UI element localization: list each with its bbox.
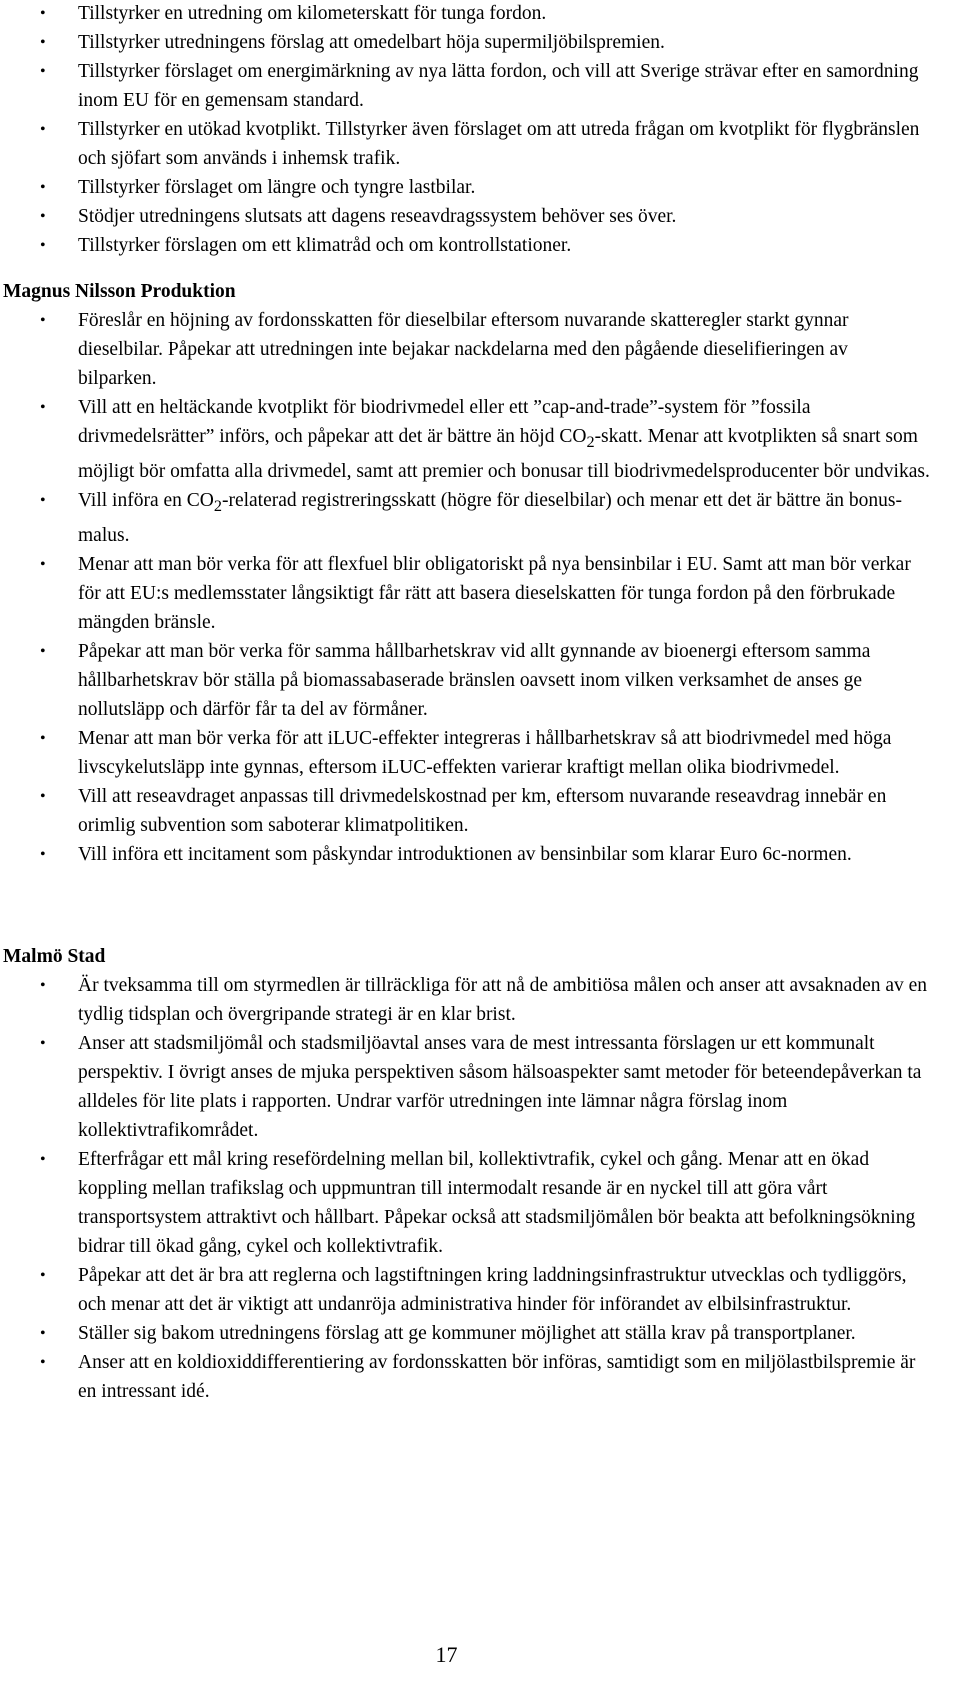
- list-item-text: [78, 490, 902, 546]
- list-item: [0, 1029, 960, 1145]
- list-item: [0, 1319, 960, 1348]
- bullet-icon: •: [40, 179, 46, 196]
- bullet-icon: •: [40, 1035, 46, 1052]
- list-item-text: Ställer sig bakom utredningens förslag att ge kommuner möjlighet att ställa krav på transportplaner.: [78, 1323, 856, 1344]
- bullet-icon: •: [40, 237, 46, 254]
- subscript: 2: [586, 432, 595, 451]
- list-item-text: [78, 397, 930, 482]
- text-segment: Vill införa en CO: [78, 489, 214, 511]
- list-item-text: Tillstyrker en utökad kvotplikt. Tillstyrker även förslaget om att utreda frågan om kvotplikt för flygbränslen och sjöfart som används i inhemsk trafik.: [78, 119, 920, 169]
- intro-bullet-list: [0, 0, 960, 260]
- bullet-icon: •: [40, 1151, 46, 1168]
- list-item: [0, 550, 960, 637]
- bullet-icon: •: [40, 63, 46, 80]
- list-item-text: Tillstyrker förslaget om längre och tyngre lastbilar.: [78, 177, 476, 198]
- bullet-icon: •: [40, 399, 46, 416]
- list-item-text: Tillstyrker en utredning om kilometerskatt för tunga fordon.: [78, 3, 547, 24]
- list-item: [0, 486, 960, 550]
- list-item: [0, 28, 960, 57]
- bullet-icon: •: [40, 312, 46, 329]
- list-item-text: Anser att stadsmiljömål och stadsmiljöavtal anses vara de mest intressanta förslagen ur ett kommunalt perspektiv. I övrigt anses de mjuka perspektiven såsom hälsoaspekter samt metoder för beteendepåverkan ta alldeles för lite plats i rapporten. Undrar varför utredningen inte lämnar några förslag inom kollektivtrafikområdet.: [78, 1033, 922, 1141]
- list-item: [0, 782, 960, 840]
- list-item-text: Efterfrågar ett mål kring resefördelning mellan bil, kollektivtrafik, cykel och gång. Menar att en ökad koppling mellan trafikslag och uppmuntran till intermodalt resande är en nyckel till att göra vårt transportsystem attraktivt och hållbart. Påpekar också att stadsmiljömålen bör beakta att befolkningsökning bidrar till ökad gång, cykel och kollektivtrafik.: [78, 1149, 916, 1257]
- list-item-text: Menar att man bör verka för att iLUC-effekter integreras i hållbarhetskrav så att biodrivmedel med höga livscykelutsläpp inte gynnas, eftersom iLUC-effekten varierar kraftigt mellan olika biodrivmedel.: [78, 727, 892, 778]
- section-heading-malmo-stad: Malmö Stad: [3, 946, 106, 967]
- section-heading-magnus-nilsson: Magnus Nilsson Produktion: [3, 281, 236, 302]
- bullet-icon: •: [40, 642, 46, 660]
- list-item: [0, 1145, 960, 1261]
- malmo-bullet-list: [0, 971, 960, 1406]
- list-item-text: Är tveksamma till om styrmedlen är tillräckliga för att nå de ambitiösa målen och anser att avsaknaden av en tydlig tidsplan och övergripande strategi är en klar brist.: [78, 975, 928, 1025]
- bullet-icon: •: [40, 977, 46, 994]
- list-item: [0, 840, 960, 869]
- list-item-text: Vill införa ett incitament som påskyndar introduktionen av bensinbilar som klarar Euro 6c-normen.: [78, 843, 852, 865]
- list-item: [0, 306, 960, 393]
- list-item: [0, 637, 960, 724]
- bullet-icon: •: [40, 787, 46, 805]
- list-item-text: Tillstyrker förslaget om energimärkning av nya lätta fordon, och vill att Sverige strävar efter en samordning inom EU för en gemensam standard.: [78, 61, 919, 111]
- list-item-text: Påpekar att det är bra att reglerna och lagstiftningen kring laddningsinfrastruktur utvecklas och tydliggörs, och menar att det är viktigt att undanröja administrativa hinder för införandet av elbilsinfrastruktur.: [78, 1265, 907, 1315]
- page-number: 17: [435, 1642, 458, 1667]
- list-item-text: Föreslår en höjning av fordonsskatten för dieselbilar eftersom nuvarande skatteregler starkt gynnar dieselbilar. Påpekar att utredningen inte bejakar nackdelarna med den pågående dieselifieringen av bilparken.: [78, 310, 849, 389]
- bullet-icon: •: [40, 491, 46, 509]
- list-item-text: Menar att man bör verka för att flexfuel blir obligatoriskt på nya bensinbilar i EU. Samt att man bör verkar för att EU:s medlemsstater långsiktigt får rätt att basera dieselskatten för tunga fordon på den förbrukade mängden bränsle.: [78, 553, 911, 633]
- bullet-icon: •: [40, 1354, 46, 1371]
- list-item-text: Tillstyrker utredningens förslag att omedelbart höja supermiljöbilspremien.: [78, 32, 665, 53]
- list-item: [0, 173, 960, 202]
- text-segment: -skatt. Menar att kvotplikten så snart som möjligt bör omfatta alla drivmedel, samt att premier och bonusar till biodrivmedelsproducenter bör undvikas.: [78, 426, 930, 482]
- list-item-text: Tillstyrker förslagen om ett klimatråd och om kontrollstationer.: [78, 235, 572, 256]
- bullet-icon: •: [40, 208, 46, 225]
- bullet-icon: •: [40, 1267, 46, 1284]
- bullet-icon: •: [40, 555, 46, 573]
- list-item: [0, 231, 960, 260]
- list-item: [0, 0, 960, 28]
- list-item: [0, 971, 960, 1029]
- bullet-icon: •: [40, 5, 46, 22]
- bullet-icon: •: [40, 34, 46, 51]
- magnus-bullet-list: [0, 306, 960, 869]
- bullet-icon: •: [40, 1325, 46, 1342]
- list-item: [0, 1261, 960, 1319]
- bullet-icon: •: [40, 121, 46, 138]
- list-item: [0, 202, 960, 231]
- list-item: [0, 1348, 960, 1406]
- list-item: [0, 115, 960, 173]
- list-item: [0, 724, 960, 782]
- subscript: 2: [213, 496, 222, 515]
- bullet-icon: •: [40, 729, 46, 747]
- text-segment: Vill att en heltäckande kvotplikt för biodrivmedel eller ett ”cap-and-trade”-system för ”fossila drivmedelsrätter” införs, och påpekar att det är bättre än höjd CO: [78, 397, 811, 447]
- list-item-text: Påpekar att man bör verka för samma hållbarhetskrav vid allt gynnande av bioenergi eftersom samma hållbarhetskrav bör ställa på biomassabaserade bränslen oavsett inom vilken verksamhet de anses ge nollutsläpp och därför får ta del av förmåner.: [78, 640, 871, 720]
- list-item-text: Vill att reseavdraget anpassas till drivmedelskostnad per km, eftersom nuvarande reseavdrag innebär en orimlig subvention som saboterar klimatpolitiken.: [78, 785, 887, 836]
- text-segment: -relaterad registreringsskatt (högre för dieselbilar) och menar ett det är bättre än bonus-malus.: [78, 489, 903, 546]
- list-item: [0, 57, 960, 115]
- list-item-text: Stödjer utredningens slutsats att dagens reseavdragssystem behöver ses över.: [78, 206, 677, 227]
- list-item: [0, 393, 960, 486]
- list-item-text: Anser att en koldioxiddifferentiering av fordonsskatten bör införas, samtidigt som en miljölastbilspremie är en intressant idé.: [78, 1352, 916, 1402]
- bullet-icon: •: [40, 845, 46, 863]
